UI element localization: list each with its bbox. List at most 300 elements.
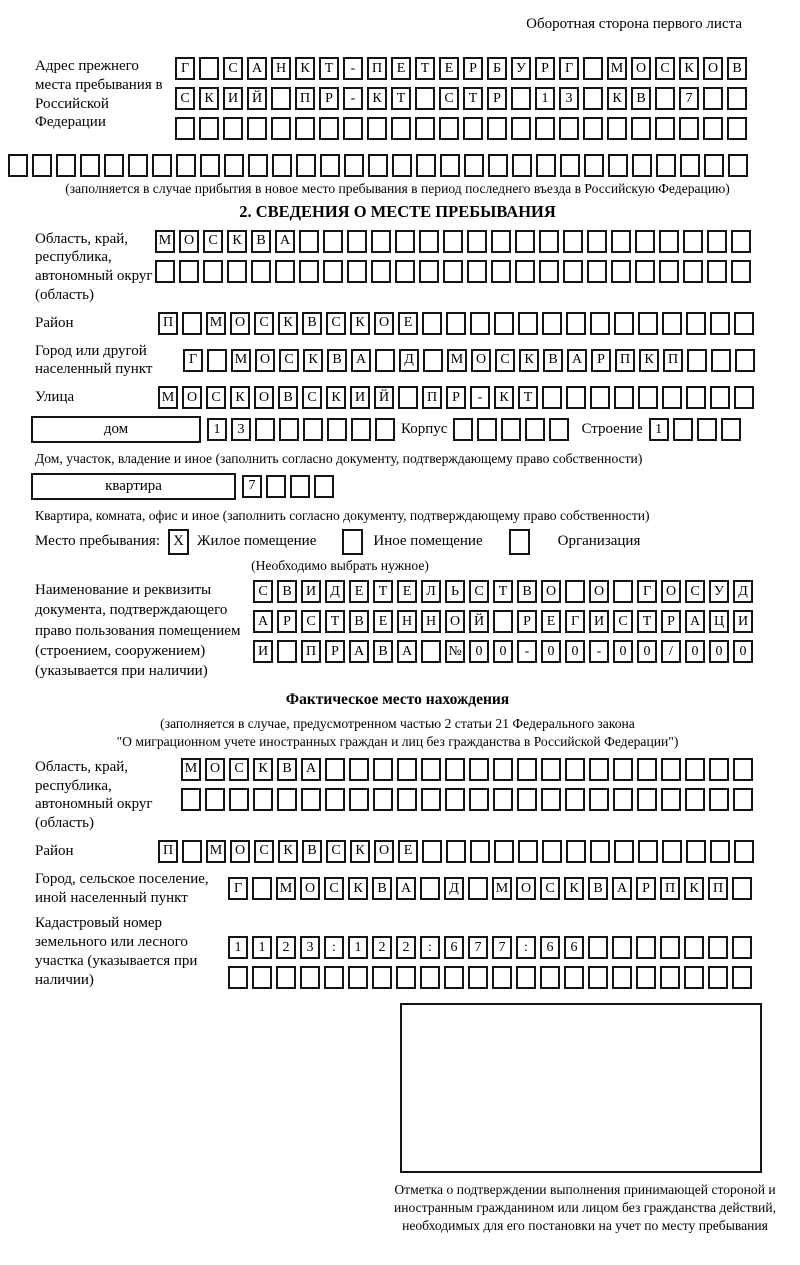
char-cell: [709, 758, 729, 781]
char-cell: А: [275, 230, 295, 253]
option-org-label: Организация: [557, 533, 641, 550]
char-row: [253, 580, 757, 603]
char-row: [155, 230, 755, 253]
char-cell: [128, 154, 148, 177]
char-row: [228, 877, 756, 900]
char-cell: [398, 386, 418, 409]
char-cell: [540, 966, 560, 989]
char-cell: [703, 117, 723, 140]
char-cell: [200, 154, 220, 177]
char-cell: К: [639, 349, 659, 372]
header-note: Оборотная сторона первого листа: [526, 16, 742, 32]
option-zhiloe-label: Жилое помещение: [197, 533, 317, 550]
actual-region-label: Область, край, республика, автономный округ (область): [35, 758, 153, 832]
char-cell: М: [492, 877, 512, 900]
char-cell: [707, 260, 727, 283]
char-cell: [327, 418, 347, 441]
char-cell: Д: [325, 580, 345, 603]
char-row: [228, 936, 756, 959]
char-cell: К: [367, 87, 387, 110]
char-cell: К: [227, 230, 247, 253]
char-cell: [583, 87, 603, 110]
char-cell: В: [349, 610, 369, 633]
char-cell: О: [661, 580, 681, 603]
char-cell: [680, 154, 700, 177]
char-cell: [494, 840, 514, 863]
char-cell: [662, 386, 682, 409]
char-cell: [463, 117, 483, 140]
char-cell: [587, 230, 607, 253]
char-cell: [446, 840, 466, 863]
char-cell: [395, 260, 415, 283]
char-cell: [662, 840, 682, 863]
char-cell: 0: [709, 640, 729, 663]
char-cell: Е: [373, 610, 393, 633]
char-cell: [608, 154, 628, 177]
char-cell: [182, 312, 202, 335]
char-cell: В: [302, 840, 322, 863]
char-cell: С: [324, 877, 344, 900]
char-cell: М: [181, 758, 201, 781]
char-cell: С: [540, 877, 560, 900]
char-cell: [566, 386, 586, 409]
char-cell: Т: [325, 610, 345, 633]
char-cell: [631, 117, 651, 140]
char-cell: 7: [492, 936, 512, 959]
char-cell: [421, 788, 441, 811]
char-cell: [443, 260, 463, 283]
char-cell: [588, 936, 608, 959]
char-cell: [467, 230, 487, 253]
char-cell: О: [255, 349, 275, 372]
prev-address-label: Адрес прежнего места пребывания в Российской Федерации: [35, 58, 163, 131]
char-cell: [732, 966, 752, 989]
char-cell: [396, 966, 416, 989]
apartment-block: [35, 473, 760, 500]
char-cell: [535, 117, 555, 140]
char-cell: Н: [271, 57, 291, 80]
char-cell: А: [253, 610, 273, 633]
char-cell: [583, 57, 603, 80]
char-cell: Б: [487, 57, 507, 80]
char-cell: [710, 840, 730, 863]
char-cell: П: [158, 840, 178, 863]
actual-location-title: Фактическое место нахождения: [285, 691, 510, 709]
apartment-name-box: квартира: [31, 473, 236, 500]
actual-district-block: [35, 840, 760, 863]
checkbox-mark: X: [173, 533, 184, 550]
char-cell: [494, 312, 514, 335]
char-cell: П: [158, 312, 178, 335]
char-cell: С: [175, 87, 195, 110]
char-cell: [344, 154, 364, 177]
char-cell: [271, 87, 291, 110]
char-cell: [8, 154, 28, 177]
char-cell: [614, 840, 634, 863]
char-cell: [660, 966, 680, 989]
char-cell: 6: [540, 936, 560, 959]
char-cell: [373, 758, 393, 781]
char-cell: [721, 418, 741, 441]
checkbox-inoe: [342, 529, 363, 555]
char-cell: В: [278, 386, 298, 409]
char-cell: [349, 758, 369, 781]
char-cell: [559, 117, 579, 140]
char-cell: [199, 57, 219, 80]
char-cell: [371, 260, 391, 283]
char-cell: [638, 386, 658, 409]
city-block: [35, 342, 760, 380]
char-cell: [368, 154, 388, 177]
char-cell: [710, 386, 730, 409]
char-cell: К: [350, 840, 370, 863]
char-cell: [422, 312, 442, 335]
char-cell: 3: [559, 87, 579, 110]
char-cell: Г: [228, 877, 248, 900]
char-cell: [697, 418, 717, 441]
char-cell: С: [326, 312, 346, 335]
char-cell: В: [517, 580, 537, 603]
char-cell: [477, 418, 497, 441]
char-cell: [589, 758, 609, 781]
char-cell: [501, 418, 521, 441]
char-cell: [732, 877, 752, 900]
char-cell: М: [158, 386, 178, 409]
char-cell: Р: [319, 87, 339, 110]
char-cell: В: [543, 349, 563, 372]
char-cell: [277, 788, 297, 811]
char-cell: [590, 840, 610, 863]
char-cell: [683, 260, 703, 283]
char-cell: С: [469, 580, 489, 603]
char-cell: [470, 312, 490, 335]
char-cell: [303, 418, 323, 441]
char-cell: [659, 230, 679, 253]
char-cell: В: [277, 758, 297, 781]
char-row: [453, 418, 573, 441]
char-row: [181, 758, 757, 781]
char-cell: [228, 966, 248, 989]
char-cell: С: [685, 580, 705, 603]
char-cell: 0: [733, 640, 753, 663]
char-cell: К: [350, 312, 370, 335]
char-cell: [444, 966, 464, 989]
char-cell: [199, 117, 219, 140]
char-cell: [638, 312, 658, 335]
char-cell: [443, 230, 463, 253]
char-cell: О: [374, 312, 394, 335]
char-cell: О: [471, 349, 491, 372]
char-cell: [635, 260, 655, 283]
char-cell: [733, 788, 753, 811]
char-cell: [614, 386, 634, 409]
char-cell: Г: [183, 349, 203, 372]
char-cell: [276, 966, 296, 989]
char-cell: [735, 349, 755, 372]
char-cell: [470, 840, 490, 863]
char-cell: 0: [469, 640, 489, 663]
stay-type-caption: (Необходимо выбрать нужное): [251, 557, 429, 573]
char-cell: [565, 758, 585, 781]
char-cell: А: [397, 640, 417, 663]
char-cell: [589, 788, 609, 811]
char-cell: С: [495, 349, 515, 372]
char-cell: М: [206, 840, 226, 863]
char-cell: [373, 788, 393, 811]
char-cell: П: [301, 640, 321, 663]
char-cell: О: [205, 758, 225, 781]
char-cell: С: [223, 57, 243, 80]
char-cell: [446, 312, 466, 335]
char-cell: А: [396, 877, 416, 900]
actual-city-label: Город, сельское поселение, иной населенный пункт: [35, 870, 209, 906]
stay-type-label: Место пребывания:: [35, 533, 160, 550]
char-cell: М: [607, 57, 627, 80]
char-cell: О: [516, 877, 536, 900]
char-cell: [686, 840, 706, 863]
char-cell: [708, 966, 728, 989]
char-cell: [635, 230, 655, 253]
char-cell: [420, 966, 440, 989]
char-cell: Т: [391, 87, 411, 110]
char-cell: [421, 640, 441, 663]
char-cell: [613, 758, 633, 781]
char-cell: [392, 154, 412, 177]
char-cell: Т: [415, 57, 435, 80]
char-row: [253, 640, 757, 663]
char-cell: [588, 966, 608, 989]
char-cell: [708, 936, 728, 959]
char-cell: Р: [591, 349, 611, 372]
char-cell: [423, 349, 443, 372]
char-cell: [683, 230, 703, 253]
char-cell: [453, 418, 473, 441]
region-label: Область, край, республика, автономный округ (область): [35, 230, 153, 303]
char-cell: [371, 230, 391, 253]
char-cell: П: [615, 349, 635, 372]
char-cell: Т: [493, 580, 513, 603]
char-cell: А: [301, 758, 321, 781]
char-cell: [632, 154, 652, 177]
char-cell: [660, 936, 680, 959]
apartment-caption: Квартира, комната, офис и иное (заполнить согласно документу, подтверждающему право собственности): [35, 507, 650, 523]
char-cell: П: [367, 57, 387, 80]
char-row: [649, 418, 745, 441]
char-cell: С: [302, 386, 322, 409]
char-cell: [487, 117, 507, 140]
char-cell: 1: [207, 418, 227, 441]
char-cell: [584, 154, 604, 177]
char-cell: [566, 312, 586, 335]
char-cell: В: [373, 640, 393, 663]
char-cell: Т: [463, 87, 483, 110]
char-cell: [275, 260, 295, 283]
checkbox-org: [509, 529, 530, 555]
char-cell: У: [511, 57, 531, 80]
char-cell: [512, 154, 532, 177]
char-cell: К: [295, 57, 315, 80]
char-cell: [439, 117, 459, 140]
char-cell: [731, 230, 751, 253]
char-cell: [227, 260, 247, 283]
char-cell: [314, 475, 334, 498]
char-cell: /: [661, 640, 681, 663]
char-cell: О: [703, 57, 723, 80]
char-cell: Ц: [709, 610, 729, 633]
char-cell: [518, 840, 538, 863]
char-cell: [203, 260, 223, 283]
city-label: Город или другой населенный пункт: [35, 342, 153, 378]
char-cell: [516, 966, 536, 989]
char-cell: [224, 154, 244, 177]
char-cell: О: [254, 386, 274, 409]
char-cell: [391, 117, 411, 140]
char-cell: [372, 966, 392, 989]
char-cell: [731, 260, 751, 283]
char-cell: [673, 418, 693, 441]
char-cell: [703, 87, 723, 110]
char-cell: 3: [231, 418, 251, 441]
char-cell: Е: [439, 57, 459, 80]
char-cell: [229, 788, 249, 811]
char-cell: [299, 260, 319, 283]
char-cell: №: [445, 640, 465, 663]
char-cell: [612, 936, 632, 959]
char-cell: П: [660, 877, 680, 900]
char-row-overflow: [8, 154, 760, 177]
char-cell: [416, 154, 436, 177]
char-cell: П: [295, 87, 315, 110]
char-cell: [686, 312, 706, 335]
char-cell: 0: [541, 640, 561, 663]
char-cell: Д: [399, 349, 419, 372]
char-cell: [375, 418, 395, 441]
char-cell: К: [199, 87, 219, 110]
char-cell: [493, 788, 513, 811]
char-cell: [491, 260, 511, 283]
char-cell: [734, 840, 754, 863]
prev-address-block: [35, 57, 760, 147]
char-cell: 0: [565, 640, 585, 663]
char-cell: [493, 758, 513, 781]
char-cell: 1: [252, 936, 272, 959]
option-inoe-label: Иное помещение: [373, 533, 483, 550]
district-label: Район: [35, 314, 74, 331]
char-cell: О: [179, 230, 199, 253]
char-cell: [272, 154, 292, 177]
char-cell: Р: [661, 610, 681, 633]
char-row: [228, 966, 756, 989]
char-cell: 1: [535, 87, 555, 110]
char-cell: [734, 386, 754, 409]
char-cell: [636, 936, 656, 959]
char-cell: [323, 260, 343, 283]
char-cell: К: [519, 349, 539, 372]
char-cell: М: [206, 312, 226, 335]
char-cell: О: [374, 840, 394, 863]
char-cell: [662, 312, 682, 335]
char-cell: С: [254, 312, 274, 335]
char-cell: [563, 230, 583, 253]
char-cell: В: [327, 349, 347, 372]
char-cell: Д: [733, 580, 753, 603]
char-cell: [488, 154, 508, 177]
char-cell: [656, 154, 676, 177]
street-label: Улица: [35, 389, 75, 406]
char-cell: Г: [559, 57, 579, 80]
char-cell: [253, 788, 273, 811]
char-cell: Й: [469, 610, 489, 633]
char-cell: :: [420, 936, 440, 959]
char-cell: [661, 758, 681, 781]
char-cell: Т: [518, 386, 538, 409]
char-cell: [728, 154, 748, 177]
char-row: [181, 788, 757, 811]
char-cell: [636, 966, 656, 989]
char-cell: Г: [175, 57, 195, 80]
char-cell: [638, 840, 658, 863]
char-cell: [469, 788, 489, 811]
char-cell: Г: [565, 610, 585, 633]
char-cell: [347, 230, 367, 253]
char-cell: С: [206, 386, 226, 409]
char-cell: О: [230, 840, 250, 863]
actual-location-caption-2: "О миграционном учете иностранных граждан и лиц без гражданства в Российской Федерации"): [116, 734, 679, 750]
char-cell: [539, 260, 559, 283]
char-cell: -: [470, 386, 490, 409]
char-cell: :: [324, 936, 344, 959]
char-row: [158, 386, 758, 409]
char-cell: [255, 418, 275, 441]
char-cell: О: [230, 312, 250, 335]
char-cell: П: [708, 877, 728, 900]
char-cell: В: [302, 312, 322, 335]
prev-address-rows: [175, 57, 751, 147]
char-cell: А: [351, 349, 371, 372]
char-cell: [518, 312, 538, 335]
char-cell: О: [445, 610, 465, 633]
cadastral-block: [35, 914, 760, 996]
char-cell: [56, 154, 76, 177]
char-cell: Р: [487, 87, 507, 110]
char-cell: [247, 117, 267, 140]
char-cell: 7: [242, 475, 262, 498]
char-cell: [707, 230, 727, 253]
char-cell: К: [278, 840, 298, 863]
char-cell: [525, 418, 545, 441]
char-cell: [563, 260, 583, 283]
char-cell: [468, 877, 488, 900]
char-cell: В: [631, 87, 651, 110]
char-cell: [155, 260, 175, 283]
char-cell: [541, 788, 561, 811]
cadastral-label: Кадастровый номер земельного или лесного участка (указывается при наличии): [35, 915, 198, 988]
char-cell: 0: [637, 640, 657, 663]
actual-location-caption-1: (заполняется в случае, предусмотренном частью 2 статьи 21 Федерального закона: [160, 716, 635, 732]
char-cell: [734, 312, 754, 335]
district-block: [35, 312, 760, 335]
char-cell: К: [348, 877, 368, 900]
char-cell: [296, 154, 316, 177]
char-cell: [277, 640, 297, 663]
char-cell: С: [301, 610, 321, 633]
korpus-label: Корпус: [401, 421, 448, 438]
char-cell: Р: [446, 386, 466, 409]
char-cell: В: [588, 877, 608, 900]
char-cell: [517, 758, 537, 781]
char-cell: [469, 758, 489, 781]
char-cell: Е: [398, 840, 418, 863]
